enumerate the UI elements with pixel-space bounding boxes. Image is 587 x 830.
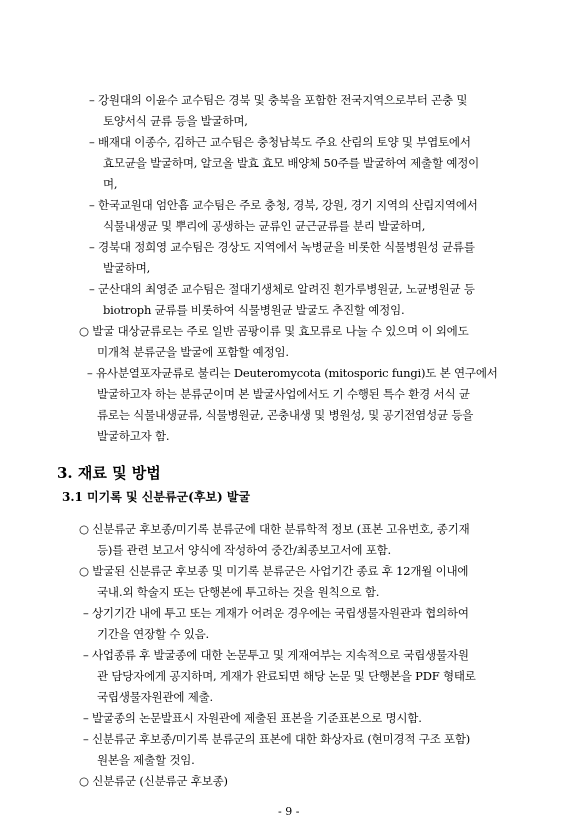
text-line: 원본을 제출할 것임.	[97, 753, 195, 767]
text-line: – 신분류군 후보종/미기록 분류군의 표본에 대한 화상자료 (현미경적 구조 포함)	[83, 732, 471, 746]
text-line: 국내․외 학술지 또는 단행본에 투고하는 것을 원칙으로 함.	[97, 585, 380, 599]
text-line: 며,	[103, 177, 118, 191]
page-number: - 9 -	[278, 805, 300, 818]
text-line: – 상기기간 내에 투고 또는 게재가 어려운 경우에는 국립생물자원관과 협의하여	[83, 606, 469, 620]
text-line: – 배재대 이종수, 김하근 교수팀은 충청남북도 주요 산림의 토양 및 부엽토에서	[89, 135, 471, 149]
text-line: ○ 신분류군 후보종/미기록 분류군에 대한 분류학적 정보 (표본 고유번호, 종기재	[79, 522, 470, 536]
text-line: 발굴하고자 하는 분류군이며 본 발굴사업에서도 기 수행된 특수 환경 서식 균	[97, 387, 470, 401]
text-line: 관 담당자에게 공지하며, 게재가 완료되면 해당 논문 및 단행본을 PDF 형태로	[97, 669, 476, 683]
text-line: 기간을 연장할 수 있음.	[97, 627, 210, 641]
text-line: – 발굴종의 논문발표시 자원관에 제출된 표본을 기준표본으로 명시함.	[83, 711, 422, 725]
text-line: biotroph 균류를 비롯하여 식물병원균 발굴도 추진할 예정임.	[103, 303, 405, 317]
text-line: 발굴하며,	[103, 261, 151, 275]
section-title: 3. 재료 및 방법	[57, 464, 161, 482]
text-line: 토양서식 균류 등을 발굴하며,	[103, 114, 248, 128]
text-line: – 군산대의 최영준 교수팀은 절대기생체로 알려진 흰가루병원균, 노균병원균 등	[89, 282, 475, 296]
text-line: – 사업종류 후 발굴종에 대한 논문투고 및 게재여부는 지속적으로 국립생물자원	[83, 648, 469, 662]
text-line: 국립생물자원관에 제출.	[97, 690, 213, 704]
text-line: 식물내생균 및 뿌리에 공생하는 균류인 균근균류를 분리 발굴하며,	[103, 219, 426, 233]
text-line: – 한국교원대 엄안흠 교수팀은 주로 충청, 경북, 강원, 경기 지역의 산림지역에서	[89, 198, 478, 212]
text-line: – 강원대의 이윤수 교수팀은 경북 및 충북을 포함한 전국지역으로부터 곤충 및	[89, 93, 468, 107]
text-line: 미개척 분류군을 발굴에 포함할 예정임.	[97, 345, 289, 359]
text-line: ○ 발굴된 신분류군 후보종 및 미기록 분류군은 사업기간 종료 후 12개월 이내에	[79, 564, 469, 578]
text-line: – 유사분열포자균류로 불리는 Deuteromycota (mitosporic fungi)도 본 연구에서	[87, 366, 498, 380]
text-line: ○ 발굴 대상균류로는 주로 일반 곰팡이류 및 효모류로 나눌 수 있으며 이 외에도	[79, 324, 469, 338]
subsection-title: 3.1 미기록 및 신분류군(후보) 발굴	[62, 490, 251, 504]
text-line: 발굴하고자 함.	[97, 429, 170, 443]
text-line: 류로는 식물내생균류, 식물병원균, 곤충내생 및 병원성, 및 공기전염성균 등을	[97, 408, 474, 422]
text-line: – 경북대 정희영 교수팀은 경상도 지역에서 녹병균을 비롯한 식물병원성 균류를	[89, 240, 475, 254]
text-line: 효모균을 발굴하며, 알코올 발효 효모 배양체 50주를 발굴하여 제출할 예정이	[103, 156, 480, 170]
text-line: 등)를 관련 보고서 양식에 작성하여 중간/최종보고서에 포함.	[97, 543, 391, 557]
text-line: ○ 신분류군 (신분류군 후보종)	[79, 774, 228, 788]
